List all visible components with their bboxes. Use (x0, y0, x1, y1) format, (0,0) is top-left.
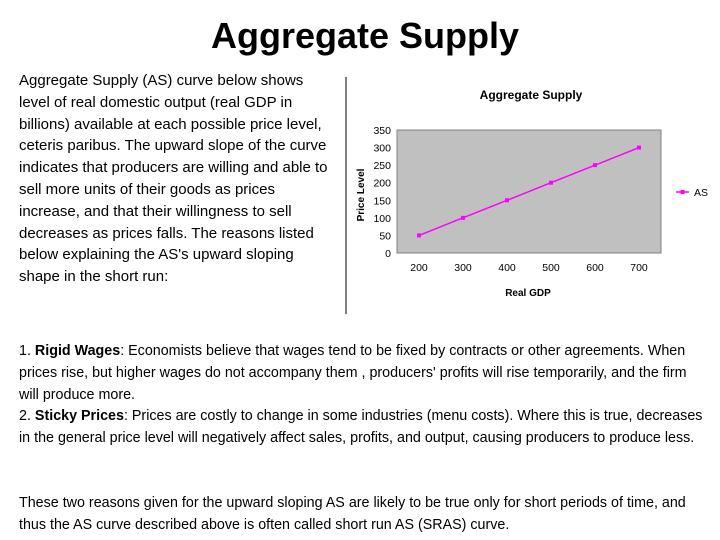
data-point (505, 198, 509, 202)
x-tick-label: 600 (586, 262, 604, 274)
legend (676, 187, 708, 199)
closing-paragraph: These two reasons given for the upward sloping AS are likely to be true only for short periods of time, and thus the AS curve described above is often called short run AS (SRAS) curve. (19, 495, 686, 533)
chart-title: Aggregate Supply (479, 88, 583, 102)
y-tick-label: 350 (373, 125, 391, 137)
x-tick-label: 700 (630, 262, 648, 274)
reason-text: : Prices are costly to change in some industries (menu costs). Where this is true, decreases in the general price level will negatively affect sales, profits, and output, causing producers to produce less. (19, 408, 703, 447)
x-tick-label: 500 (542, 262, 560, 274)
legend-marker (681, 190, 685, 194)
x-tick-label: 200 (410, 262, 428, 274)
slide-title: Aggregate Supply (210, 15, 520, 56)
y-tick-label: 150 (373, 195, 391, 208)
reason-text: : Economists believe that wages tend to be fixed by contracts or other agreements. When prices rise, but higher wages do not accompany them , producers' profits will rise temporarily, and the firm will produce more. (19, 343, 687, 403)
reason-heading: Rigid Wages (34, 343, 121, 359)
data-point (417, 233, 421, 237)
y-tick-label: 200 (373, 177, 391, 190)
data-point (637, 146, 641, 150)
reason-number: 2. (19, 408, 31, 425)
y-tick-label: 300 (373, 142, 391, 155)
x-axis-label: Real GDP (505, 288, 551, 299)
x-tick-label: 400 (498, 262, 516, 274)
y-tick-label: 250 (373, 160, 391, 173)
data-point (549, 181, 553, 185)
y-tick-label: 0 (385, 248, 391, 260)
chart-svg (345, 77, 720, 314)
data-point (593, 163, 597, 167)
reason-item-rigid-wages (19, 341, 709, 406)
reason-heading: Sticky Prices (34, 408, 124, 425)
data-point (461, 216, 465, 220)
reasons-list (19, 341, 709, 450)
intro-paragraph: Aggregate Supply (AS) curve below shows level of real domestic output (real GDP in billions) available at each possible price level, ceteris paribus. The upward slope of the curve indicates that producers are willing and able to sell more units of their goods as prices increase, and that their willingness to sell decreases as prices falls. The reasons listed below explaining the AS's upward sloping shape in the short run: (19, 72, 328, 286)
x-tick-label: 300 (454, 262, 472, 274)
aggregate-supply-chart (345, 77, 720, 314)
y-axis-label: Price Level (356, 168, 367, 222)
y-tick-label: 50 (379, 230, 391, 243)
reason-item-sticky-prices (19, 406, 709, 450)
reason-number: 1. (19, 343, 31, 359)
y-tick-label: 100 (373, 212, 391, 225)
legend-label-as: AS (694, 187, 709, 199)
